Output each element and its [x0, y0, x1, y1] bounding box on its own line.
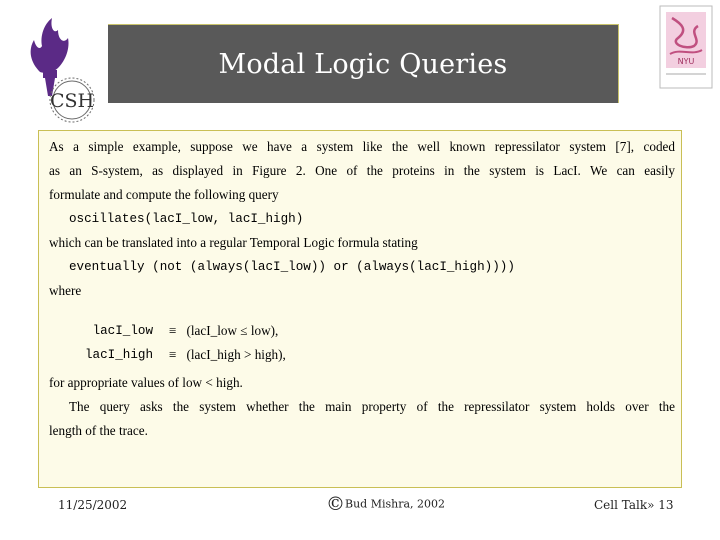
title-bar [108, 24, 619, 103]
definition-lhs: lacI_high [85, 348, 154, 362]
equivalence-symbol: ≡ [169, 323, 177, 338]
footer-date: 11/25/2002 [58, 498, 128, 512]
csh-logo-text: CSH [49, 90, 95, 112]
paragraph-line: length of the trace. [49, 423, 148, 438]
definition-row [85, 319, 292, 343]
definition-lhs: lacI_low [92, 324, 154, 338]
paragraph-line: As a simple example, suppose we have a system like the well known repressilator system [7], coded [49, 139, 675, 154]
footer-slide-number: Cell Talk» 13 [594, 498, 674, 512]
nyu-seal-icon [658, 4, 714, 90]
paragraph-line: as an S-system, as displayed in Figure 2. One of the proteins in the system is LacI. We can easily [49, 163, 675, 178]
query-eventually: eventually (not (always(lacI_low)) or (always(lacI_high)))) [69, 260, 515, 274]
paragraph-line: where [49, 283, 82, 298]
paragraph-line: which can be translated into a regular Temporal Logic formula stating [49, 235, 418, 250]
definitions-table [85, 319, 292, 367]
copyright-text: Bud Mishra, 2002 [345, 497, 446, 511]
definition-rhs: (lacI_low ≤ low), [186, 323, 279, 338]
content-box [38, 130, 682, 488]
paragraph-line: The query asks the system whether the main property of the repressilator system holds over the [69, 399, 675, 414]
csh-logo [12, 10, 112, 125]
paragraph-line: formulate and compute the following query [49, 187, 279, 202]
copyright-icon: © [326, 493, 345, 515]
definition-row [85, 343, 292, 367]
paragraph-line: for appropriate values of low < high. [49, 375, 243, 390]
torch-icon [12, 10, 112, 125]
equivalence-symbol: ≡ [169, 347, 177, 362]
query-oscillates: oscillates(lacI_low, lacI_high) [69, 212, 304, 226]
nyu-logo [658, 4, 714, 90]
nyu-logo-text: NYU [677, 57, 695, 66]
definition-rhs: (lacI_high > high), [186, 347, 286, 362]
page-title: Modal Logic Queries [218, 48, 508, 80]
content-text [49, 135, 675, 443]
footer-copyright [326, 493, 445, 515]
